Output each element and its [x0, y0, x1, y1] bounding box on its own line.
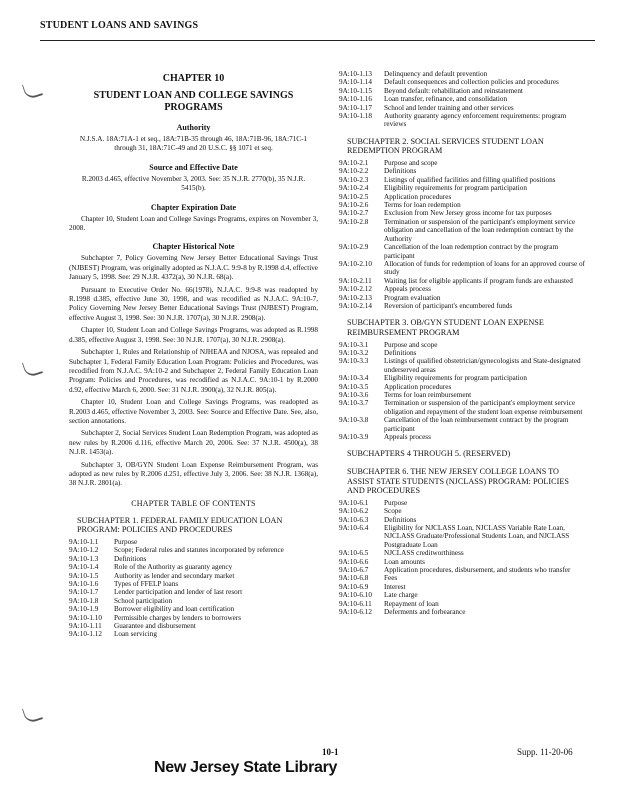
historical-paragraph: Subchapter 7, Policy Governing New Jersey Better Educational Savings Trust (NJBEST) Program, was originally adopted as N.J.A.C. 9:9-8 by R.1998 d.4, effective January 5, 1998. See: 29 N.J.R. 4372(a), 30 N.J.R. 68(a). — [69, 254, 318, 282]
toc-entry-number: 9A:10-3.9 — [339, 433, 369, 441]
toc-entry — [339, 104, 586, 112]
toc-entry-number: 9A:10-3.5 — [339, 382, 369, 391]
source-text: R.2003 d.465, effective November 3, 2003. See: 35 N.J.R. 2770(b), 35 N.J.R. 5415(b). — [81, 174, 306, 193]
toc-entry-number: 9A:10-6.2 — [339, 507, 369, 516]
toc-entry — [339, 499, 586, 507]
toc-entry-title: Cancellation of the loan reimbursement contract by the program participant — [384, 416, 569, 433]
toc-entry — [339, 285, 586, 293]
toc-entry-title: Repayment of loan — [384, 599, 439, 608]
toc-entry-title: Appeals process — [384, 433, 431, 441]
toc-entry-title: Listings of qualified obstetrician/gynecologists and State-designated underserved areas — [384, 357, 581, 374]
toc-entry-title: Purpose and scope — [384, 159, 438, 168]
toc-entry — [69, 563, 318, 571]
toc-entry — [69, 572, 318, 580]
toc-entry-title: Cancellation of the loan redemption contract by the program participant — [384, 243, 559, 260]
toc-entry-number: 9A:10-2.6 — [339, 201, 369, 210]
toc-entry-number: 9A:10-2.14 — [339, 301, 372, 310]
toc-entry-title: Reversion of participant's encumbered funds — [384, 301, 513, 310]
toc-entry-number: 9A:10-1.10 — [69, 613, 102, 622]
toc-entry-number: 9A:10-6.1 — [339, 498, 369, 507]
margin-mark — [22, 358, 43, 378]
toc-entry — [339, 374, 586, 382]
toc-entry — [339, 433, 586, 441]
toc-entry-title: Default consequences and collection policies and procedures — [384, 78, 559, 87]
toc-entry — [339, 383, 586, 391]
toc-entry-title: Scope — [384, 507, 402, 516]
toc-entry — [339, 357, 586, 374]
toc-entry-number: 9A:10-6.6 — [339, 557, 369, 566]
toc-entry-title: Definitions — [384, 515, 417, 524]
toc-entry-number: 9A:10-1.16 — [339, 95, 372, 104]
toc-entry-title: Listings of qualified facilities and filling qualified positions — [384, 175, 556, 184]
toc-entry-title: Interest — [384, 582, 406, 591]
toc-entry-number: 9A:10-1.4 — [69, 563, 99, 572]
toc-entry-number: 9A:10-1.2 — [69, 546, 99, 555]
toc-entry-number: 9A:10-1.11 — [69, 622, 102, 631]
left-column — [69, 70, 318, 639]
toc-entry — [69, 555, 318, 563]
toc-heading: CHAPTER TABLE OF CONTENTS — [131, 498, 256, 508]
toc-entry-number: 9A:10-6.12 — [339, 608, 372, 617]
toc-entry-number: 9A:10-1.9 — [69, 605, 99, 614]
toc-entry — [339, 516, 586, 524]
toc-entry-title: Definitions — [384, 167, 417, 176]
toc-entry — [339, 95, 586, 103]
toc-entry-title: Application procedures — [384, 192, 452, 201]
running-head: STUDENT LOANS AND SAVINGS — [40, 20, 199, 31]
toc-entry-title: Definitions — [114, 554, 147, 563]
historical-heading: Chapter Historical Note — [152, 242, 235, 252]
toc-entry-number: 9A:10-1.5 — [69, 571, 99, 580]
toc-entry — [69, 538, 318, 546]
toc-entry — [339, 549, 586, 557]
toc-entry — [339, 399, 586, 416]
toc-entry — [339, 277, 586, 285]
chapter-title: STUDENT LOAN AND COLLEGE SAVINGS PROGRAMS — [93, 90, 294, 113]
toc-entry-title: Beyond default: rehabilitation and reinstatement — [384, 86, 523, 95]
historical-paragraph: Subchapter 2, Social Services Student Loan Redemption Program, was adopted as new rules by R.2006 d.116, effective March 20, 2006. See: 37 N.J.R. 4500(a), 38 N.J.R. 1453(a). — [69, 429, 318, 457]
toc-entry-title: NJCLASS creditworthiness — [384, 549, 464, 558]
source-heading: Source and Effective Date — [149, 162, 238, 172]
toc-entry-title: Allocation of funds for redemption of loans for an approved course of study — [384, 259, 585, 277]
toc-entry-number: 9A:10-3.4 — [339, 374, 369, 383]
toc-entry-number: 9A:10-2.8 — [339, 217, 369, 226]
supplement-date: Supp. 11-20-06 — [517, 747, 573, 757]
toc-entry — [339, 176, 586, 184]
toc-entry — [339, 341, 586, 349]
toc-entry-title: Authority guaranty agency enforcement requirements: program reviews — [384, 112, 567, 129]
toc-entry-title: Waiting list for eligible applicants if program funds are exhausted — [384, 276, 573, 285]
toc-entry-title: Guarantee and disbursement — [114, 622, 196, 631]
toc-entry-title: Purpose — [384, 498, 408, 507]
toc-entry-title: Types of FFELP loans — [114, 580, 179, 588]
toc-entry-number: 9A:10-6.11 — [339, 599, 372, 608]
toc-entry-number: 9A:10-2.5 — [339, 192, 369, 201]
margin-mark — [22, 80, 43, 100]
toc-entry-number: 9A:10-2.2 — [339, 167, 369, 176]
toc-entry — [339, 193, 586, 201]
margin-mark — [22, 704, 43, 724]
toc-entry-number: 9A:10-1.3 — [69, 554, 99, 563]
toc-entry-title: School and lender training and other services — [384, 103, 514, 112]
toc-entry — [339, 294, 586, 302]
subchapter-1-title: SUBCHAPTER 1. FEDERAL FAMILY EDUCATION LOAN PROGRAM: POLICIES AND PROCEDURES — [77, 515, 283, 535]
toc-entry — [339, 209, 586, 217]
toc-entry-title: Termination or suspension of the participant's employment service obligation and repayment of the student loan expense reimbursement — [384, 399, 583, 416]
toc-entry — [69, 580, 318, 588]
toc-entry — [69, 614, 318, 622]
toc-entry-title: Loan transfer, refinance, and consolidation — [384, 95, 508, 104]
toc-entry — [339, 112, 586, 129]
toc-entry-number: 9A:10-6.10 — [339, 591, 372, 600]
historical-paragraph: Chapter 10, Student Loan and College Savings Programs, was adopted as R.1998 d.385, effective August 3, 1998. See: 30 N.J.R. 1707(a), 30 N.J.R. 2908(a). — [69, 326, 318, 344]
subchapter-4-5-title: SUBCHAPTERS 4 THROUGH 5. (RESERVED) — [347, 449, 511, 459]
toc-entry-number: 9A:10-1.14 — [339, 78, 372, 87]
authority-text: N.J.S.A. 18A:71A-1 et seq., 18A:71B-35 through 46, 18A:71B-96, 18A:71C-1 through 31, 18A:71C-49 and 20 U.S.C. §§ 1071 et seq. — [79, 135, 308, 153]
toc-entry-title: Program evaluation — [384, 293, 441, 302]
toc-entry — [339, 70, 586, 78]
toc-list-sub1-left — [69, 538, 318, 639]
toc-entry-number: 9A:10-2.9 — [339, 243, 369, 252]
toc-entry-number: 9A:10-2.7 — [339, 209, 369, 218]
toc-entry — [339, 524, 586, 549]
toc-entry — [339, 87, 586, 95]
toc-list-sub3 — [339, 341, 586, 442]
toc-entry — [339, 416, 586, 433]
toc-entry-title: Borrower eligibility and loan certification — [114, 605, 235, 614]
historical-paragraph: Chapter 10, Student Loan and College Savings Programs, was readopted as R.2003 d.465, effective November 3, 2003. See: Source and Effective Date. See, also, section annotations. — [69, 398, 318, 425]
toc-entry — [339, 349, 586, 357]
toc-entry-title: Eligibility requirements for program participation — [384, 374, 527, 383]
toc-entry — [339, 167, 586, 175]
toc-entry-title: Purpose and scope — [384, 340, 438, 349]
toc-entry — [69, 630, 318, 638]
toc-entry-number: 9A:10-3.8 — [339, 416, 369, 425]
toc-entry-number: 9A:10-6.9 — [339, 582, 369, 591]
right-column — [339, 70, 586, 616]
toc-entry-title: Exclusion from New Jersey gross income for tax purposes — [384, 209, 552, 218]
toc-entry-number: 9A:10-3.3 — [339, 357, 369, 366]
toc-entry-number: 9A:10-1.18 — [339, 112, 372, 121]
toc-entry-title: Loan servicing — [114, 630, 157, 639]
toc-entry — [339, 558, 586, 566]
toc-entry — [339, 591, 586, 599]
toc-entry — [339, 566, 586, 574]
library-stamp: New Jersey State Library — [154, 759, 338, 776]
toc-entry — [339, 583, 586, 591]
toc-entry — [69, 622, 318, 630]
toc-entry — [339, 243, 586, 260]
toc-entry — [69, 605, 318, 613]
expiration-heading: Chapter Expiration Date — [150, 202, 237, 212]
toc-entry-number: 9A:10-6.7 — [339, 566, 369, 575]
toc-entry — [339, 260, 586, 277]
authority-heading: Authority — [176, 123, 211, 132]
toc-entry-title: Eligibility for NJCLASS Loan, NJCLASS Variable Rate Loan, NJCLASS Graduate/Professional Students Loan, and NJCLASS Postgraduate Loan — [384, 524, 570, 549]
toc-entry-number: 9A:10-3.7 — [339, 399, 369, 408]
toc-entry-number: 9A:10-2.11 — [339, 276, 372, 285]
historical-paragraph: Subchapter 1, Rules and Relationship of NJHEAA and NJOSA, was repealed and Subchapter 1, Federal Family Education Loan Program: Policies and Procedures, was recodified from N.J.A.C. 9A:10-2 and Subchapter 2, Federal Family Education Loan Program: Policies and Procedures, was recodified as N.J.A.C. 9A:10-1 by R.2000 d.92, effective March 6, 2000. See: 31 N.J.R. 3900(a), 32 N.J.R. 805(a). — [69, 348, 318, 394]
toc-entry — [69, 588, 318, 596]
toc-entry-number: 9A:10-6.3 — [339, 515, 369, 524]
toc-entry-number: 9A:10-1.6 — [69, 580, 99, 588]
toc-entry-number: 9A:10-1.17 — [339, 103, 372, 112]
toc-entry-title: Role of the Authority as guaranty agency — [114, 563, 233, 572]
toc-entry-number: 9A:10-2.1 — [339, 159, 369, 168]
toc-entry-title: Terms for loan redemption — [384, 201, 461, 210]
toc-entry-number: 9A:10-2.12 — [339, 285, 372, 294]
toc-entry — [339, 608, 586, 616]
expiration-text: Chapter 10, Student Loan and College Savings Programs, expires on November 3, 2008. — [69, 214, 318, 233]
toc-entry — [339, 218, 586, 243]
toc-entry-title: Fees — [384, 574, 398, 583]
chapter-number: CHAPTER 10 — [162, 73, 225, 84]
toc-entry-title: Scope; Federal rules and statutes incorporated by reference — [114, 546, 284, 555]
toc-entry — [69, 546, 318, 554]
toc-list-sub1-right — [339, 70, 586, 129]
toc-entry-number: 9A:10-1.1 — [69, 537, 99, 546]
toc-list-sub6 — [339, 499, 586, 617]
toc-entry-number: 9A:10-1.7 — [69, 588, 99, 597]
historical-paragraph: Subchapter 3, OB/GYN Student Loan Expense Reimbursement Program, was adopted as new rules by R.2006 d.251, effective July 3, 2006. See: 38 N.J.R. 1368(a), 38 N.J.R. 2801(a). — [69, 460, 318, 488]
toc-entry — [339, 201, 586, 209]
toc-entry — [339, 391, 586, 399]
toc-list-sub2 — [339, 159, 586, 310]
toc-entry-title: Purpose — [114, 537, 138, 546]
toc-entry-number: 9A:10-2.10 — [339, 259, 372, 268]
toc-entry-number: 9A:10-3.2 — [339, 348, 369, 357]
toc-entry — [339, 184, 586, 192]
toc-entry-number: 9A:10-1.12 — [69, 630, 102, 639]
toc-entry — [339, 78, 586, 86]
toc-entry-title: Delinquency and default prevention — [384, 70, 488, 78]
toc-entry-title: Late charge — [384, 591, 418, 600]
toc-entry-title: Definitions — [384, 348, 417, 357]
toc-entry-number: 9A:10-1.13 — [339, 70, 372, 78]
toc-entry — [339, 600, 586, 608]
header-rule — [40, 40, 595, 41]
toc-entry-title: Eligibility requirements for program participation — [384, 184, 527, 193]
toc-entry-number: 9A:10-2.13 — [339, 293, 372, 302]
toc-entry-number: 9A:10-2.4 — [339, 184, 369, 193]
toc-entry-number: 9A:10-6.8 — [339, 574, 369, 583]
toc-entry-title: Authority as lender and secondary market — [114, 571, 235, 580]
toc-entry-number: 9A:10-3.6 — [339, 390, 369, 399]
subchapter-3-title: SUBCHAPTER 3. OB/GYN STUDENT LOAN EXPENSE REIMBURSEMENT PROGRAM — [347, 318, 544, 337]
toc-entry-number: 9A:10-1.15 — [339, 86, 372, 95]
toc-entry-title: Permissible charges by lenders to borrowers — [114, 613, 242, 622]
toc-entry-title: Terms for loan reimbursement — [384, 390, 472, 399]
toc-entry-title: Deferments and forbearance — [384, 608, 466, 617]
subchapter-6-title: SUBCHAPTER 6. THE NEW JERSEY COLLEGE LOANS TO ASSIST STATE STUDENTS (NJCLASS) PROGRAM: POLICIES AND PROCEDURES — [347, 467, 569, 496]
toc-entry-number: 9A:10-1.8 — [69, 596, 99, 605]
toc-entry-number: 9A:10-6.5 — [339, 549, 369, 558]
toc-entry — [339, 507, 586, 515]
toc-entry-number: 9A:10-3.1 — [339, 340, 369, 349]
toc-entry-title: Termination or suspension of the participant's employment service obligation and cancellation of the loan redemption contract by the Authority — [384, 217, 576, 243]
toc-entry-title: Appeals process — [384, 285, 431, 294]
historical-paragraph: Pursuant to Executive Order No. 66(1978), N.J.A.C. 9:9-8 was readopted by R.1998 d.385, effective June 30, 1998, and was recodified as N.J.A.C. 9A:10-7, Policy Governing New Jersey Better Educational Savings Trust (NJBEST) Program, effective August 3, 1998. See: 30 N.J.R. 1707(a), 30 N.J.R. 2908(a). — [69, 285, 318, 322]
toc-entry — [339, 302, 586, 310]
toc-entry-title: Application procedures, disbursement, and students who transfer — [384, 566, 571, 575]
toc-entry-number: 9A:10-2.3 — [339, 175, 369, 184]
toc-entry — [339, 574, 586, 582]
toc-entry-title: School participation — [114, 596, 173, 605]
toc-entry-title: Loan amounts — [384, 557, 425, 566]
toc-entry-title: Application procedures — [384, 382, 452, 391]
toc-entry-number: 9A:10-6.4 — [339, 524, 369, 532]
toc-entry-title: Lender participation and lender of last resort — [114, 588, 243, 597]
subchapter-2-title: SUBCHAPTER 2. SOCIAL SERVICES STUDENT LOAN REDEMPTION PROGRAM — [347, 136, 544, 156]
toc-entry — [339, 159, 586, 167]
page-number: 10-1 — [322, 747, 339, 757]
toc-entry — [69, 597, 318, 605]
